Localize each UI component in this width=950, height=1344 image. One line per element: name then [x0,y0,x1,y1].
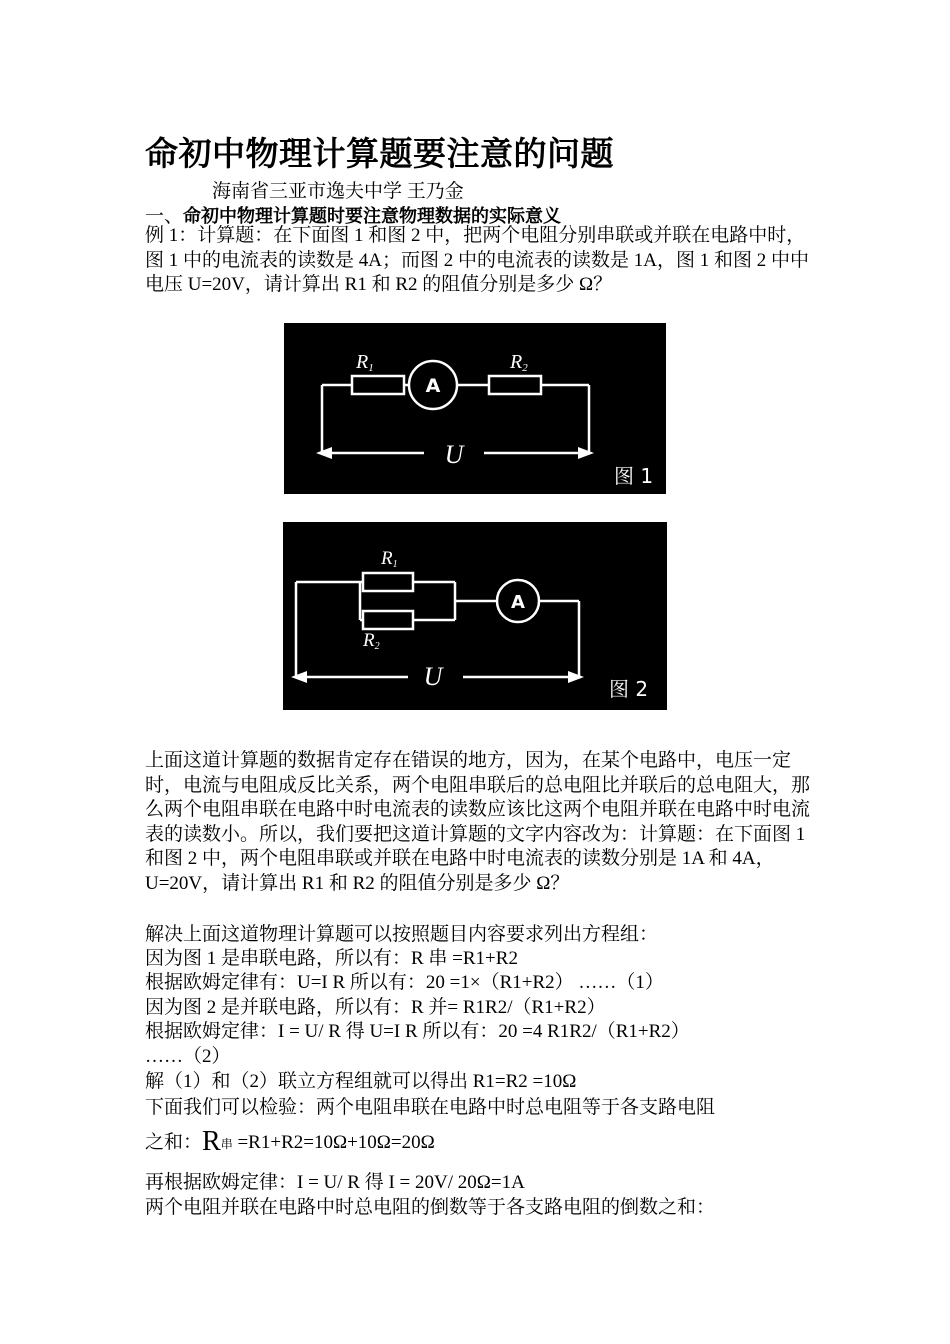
author-line: 海南省三亚市逸夫中学 王乃金 [212,181,464,202]
fig2-r2-label: R [363,630,375,651]
fig2-caption: 图 2 [609,677,649,701]
svg-text:R2 [509,351,528,374]
section-number: 一、 [145,206,184,227]
section-title: 命初中物理计算题时要注意物理数据的实际意义 [183,206,562,227]
solution-line: 下面我们可以检验：两个电阻串联在电路中时总电阻等于各支路电阻 [145,1097,716,1118]
fig2-ammeter-label: A [511,592,525,613]
fig1-r2-sub: 2 [522,362,528,374]
series-circuit-diagram [284,323,666,494]
big-r-symbol: R [202,1126,221,1157]
svg-text:R2 [362,630,380,652]
solution-line: 根据欧姆定律：I = U/ R 得 U=I R 所以有：20 =4 R1R2/（R1+R2） [145,1021,690,1042]
solution-line: ……（2） [145,1046,231,1067]
series-resistance-line [145,1126,435,1157]
fig1-caption: 图 1 [614,464,654,488]
figure-2 [283,522,667,710]
fig1-r1-label: R [356,351,369,373]
fig2-r2-sub: 2 [374,641,380,652]
fig2-voltage-label: U [423,662,443,691]
series-subscript: 串 [220,1137,233,1151]
figure-1 [284,323,666,494]
fig2-r1-sub: 1 [392,559,398,570]
tail-line: 两个电阻并联在电路中时总电阻的倒数等于各支路电阻的倒数之和： [145,1197,716,1218]
sum-rest: =R1+R2=10Ω+10Ω=20Ω [232,1132,435,1153]
example-problem: 例 1：计算题：在下面图 1 和图 2 中，把两个电阻分别串联或并联在电路中时，图 1 中的电流表的读数是 4A；而图 2 中的电流表的读数是 1A，图 1 和图 2 中中电压 U=20V，请计算出 R1 和 R2 的阻值分别是多少 Ω？ [145,225,809,296]
solution-line: 因为图 1 是串联电路，所以有：R 串 =R1+R2 [145,948,518,969]
solution-line: 根据欧姆定律有：U=I R 所以有：20 =1×（R1+R2） ……（1） [145,972,664,993]
analysis-paragraph: 上面这道计算题的数据肯定存在错误的地方，因为，在某个电路中，电压一定时，电流与电阻成反比关系，两个电阻串联后的总电阻比并联后的总电阻大，那么两个电阻串联在电路中时电流表的读数应该比这两个电阻并联在电路中时电流表的读数小。所以，我们要把这道计算题的文字内容改为：计算题：在下面图 1 和图 2 中，两个电阻串联或并联在电路中时电流表的读数分别是 1A 和 4A，U=20V，请计算出 R1 和 R2 的阻值分别是多少 Ω？ [145,750,811,894]
solution-line: 解决上面这道物理计算题可以按照题目内容要求列出方程组： [145,924,659,945]
fig1-r2-label: R [510,351,523,373]
tail-line: 再根据欧姆定律：I = U/ R 得 I = 20V/ 20Ω=1A [145,1172,525,1193]
solution-line: 解（1）和（2）联立方程组就可以得出 R1=R2 =10Ω [145,1071,577,1092]
fig1-ammeter-label: A [425,375,441,397]
fig1-r1-sub: 1 [368,362,374,374]
fig1-voltage-label: U [444,440,464,469]
document-title: 命初中物理计算题要注意的问题 [145,134,614,173]
svg-text:R1 [380,548,398,570]
solution-line: 因为图 2 是并联电路，所以有：R 并= R1R2/（R1+R2） [145,997,606,1018]
svg-text:R1 [355,351,374,374]
sum-prefix: 之和： [145,1132,203,1153]
parallel-circuit-diagram [283,522,667,710]
fig2-r1-label: R [381,548,393,569]
